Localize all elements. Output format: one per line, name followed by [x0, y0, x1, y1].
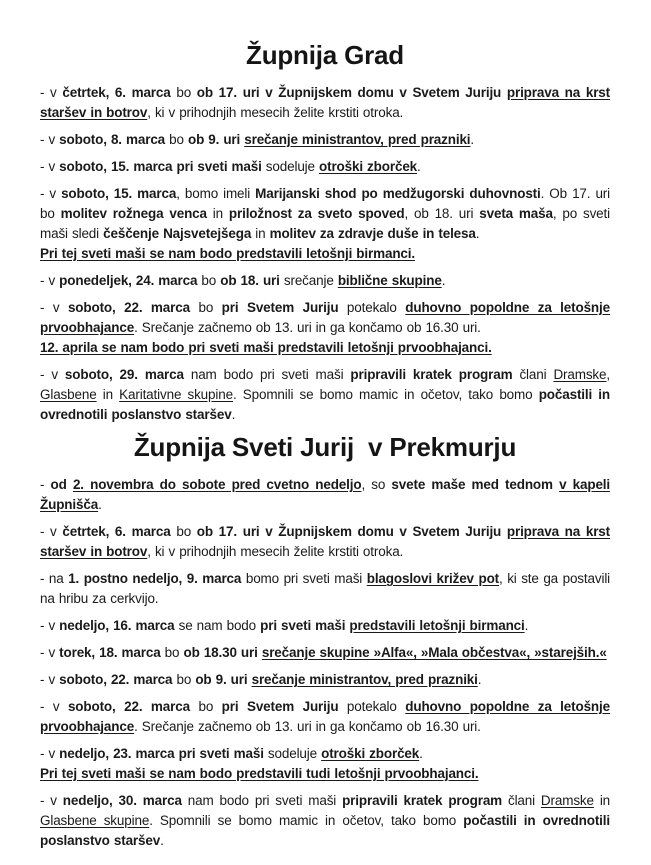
text-run: , bomo imeli — [176, 186, 256, 201]
text-run: počastili in ovrednotili poslanstvo staršev — [40, 813, 610, 848]
text-run: - na — [40, 571, 69, 586]
paragraph — [40, 569, 610, 609]
text-run: . — [160, 833, 164, 848]
text-run: predstavili letošnji birmanci — [349, 618, 525, 633]
text-run: ponedeljek, 24. marca — [59, 273, 198, 288]
text-run: in — [251, 226, 270, 241]
text-run: soboto, 22. marca — [67, 300, 190, 315]
section-title: Župnija Grad — [246, 40, 404, 70]
text-run: Marijanski shod po medžugorski duhovnosti — [255, 186, 541, 201]
text-run: Karitativne skupine — [119, 387, 233, 402]
text-run: - v — [40, 672, 60, 687]
text-run: . — [524, 618, 529, 633]
text-run: - v — [40, 132, 60, 147]
text-run: bo — [172, 672, 196, 687]
text-run: - v — [40, 159, 60, 174]
text-run: 1. postno nedeljo, 9. marca — [68, 571, 242, 586]
text-run: in — [593, 793, 611, 808]
text-run: ob 17. uri v Župnijskem domu v Svetem Juriju — [196, 85, 507, 100]
text-run: počastili in ovrednotili poslanstvo staršev — [40, 387, 610, 422]
text-run: soboto, 8. marca — [59, 132, 166, 147]
text-run: Glasbene skupine — [40, 813, 150, 828]
text-run: . — [417, 159, 421, 174]
text-run: in — [206, 206, 229, 221]
text-run: ob 17. uri v Župnijskem domu v Svetem Juriju — [196, 524, 507, 539]
text-run: - v — [40, 618, 60, 633]
section-title: Župnija Sveti Jurij v Prekmurju — [133, 432, 517, 462]
text-run: - v — [40, 699, 68, 714]
text-run: pripravili kratek program — [342, 793, 503, 808]
text-run: - v — [40, 524, 63, 539]
text-run: četrtek, 6. marca — [62, 524, 171, 539]
text-run: molitev za zdravje duše in telesa — [269, 226, 476, 241]
text-run: nam bodo pri sveti maši — [181, 793, 343, 808]
text-run: nedeljo, 23. marca pri sveti maši — [59, 746, 264, 761]
text-run: srečanje skupine »Alfa«, »Mala občestva«, »starejših.« — [261, 645, 607, 660]
text-run: - v — [40, 645, 60, 660]
paragraph — [40, 744, 610, 784]
text-run: soboto, 22. marca — [59, 672, 173, 687]
text-run: priprava na krst staršev in botrov — [40, 524, 610, 559]
text-run: sodeluje — [261, 159, 319, 174]
text-run: , po sveti maši sledi — [40, 206, 610, 241]
document-body — [40, 40, 610, 851]
text-run: pri Svetem Juriju — [221, 699, 339, 714]
text-run: srečanje ministrantov, pred prazniki — [244, 132, 471, 147]
text-run: - v — [40, 273, 60, 288]
text-run: nedeljo, 16. marca — [59, 618, 175, 633]
text-run: . — [477, 672, 482, 687]
text-run: . Ob 17. uri bo — [40, 186, 610, 221]
text-run: priprava na krst staršev in botrov — [40, 85, 610, 120]
text-run: pri Svetem Juriju — [221, 300, 339, 315]
text-run: . — [441, 273, 446, 288]
text-run: člani — [502, 793, 541, 808]
text-run: . Srečanje začnemo ob 13. uri in ga končamo ob 16.30 uri. — [134, 320, 481, 335]
paragraph — [40, 791, 610, 851]
text-run: nam bodo pri sveti maši — [183, 367, 351, 382]
paragraph — [40, 157, 610, 177]
text-run: Dramske — [553, 367, 607, 382]
text-run: , ki v prihodnjih mesecih želite krstiti otroka. — [147, 105, 404, 120]
text-run: svete maše med tednom — [391, 477, 560, 492]
text-run: soboto, 15. marca pri sveti maši — [59, 159, 262, 174]
text-run: bo — [170, 524, 197, 539]
text-run: - v — [40, 186, 62, 201]
text-run: torek, 18. marca — [59, 645, 161, 660]
text-run: 12. aprila se nam bodo pri sveti maši predstavili letošnji prvoobhajanci. — [40, 340, 492, 355]
text-run: duhovno popoldne za letošnje prvoobhajance — [40, 699, 610, 734]
text-run: - v — [40, 300, 68, 315]
paragraph — [40, 83, 610, 123]
paragraph — [40, 298, 610, 358]
paragraph — [40, 365, 610, 425]
text-run: potekalo — [338, 699, 406, 714]
text-run: nedeljo, 30. marca — [62, 793, 182, 808]
text-run: priložnost za sveto spoved — [228, 206, 405, 221]
text-run: . — [475, 226, 480, 241]
text-run: bo — [189, 699, 222, 714]
text-run: . Spomnili se bomo mamic in očetov, tako bomo — [232, 387, 539, 402]
text-run: . Spomnili se bomo mamic in očetov, tako bomo — [149, 813, 464, 828]
text-run: - v — [40, 793, 63, 808]
text-run: . — [98, 497, 102, 512]
text-run: , ob 18. uri — [404, 206, 480, 221]
paragraph — [40, 643, 610, 663]
text-run: Glasbene — [40, 387, 97, 402]
text-run: češčenje Najsvetejšega — [103, 226, 252, 241]
text-run: , so — [361, 477, 392, 492]
text-run: potekalo — [338, 300, 406, 315]
text-run: pripravili kratek program — [350, 367, 513, 382]
text-run: srečanje — [283, 273, 338, 288]
text-run: sodeluje — [263, 746, 322, 761]
text-run: . — [231, 407, 236, 422]
text-run: ob 18. uri — [220, 273, 284, 288]
text-run: ob 9. uri — [187, 132, 245, 147]
text-run: bo — [165, 132, 188, 147]
text-run: pri sveti maši — [260, 618, 350, 633]
text-run: Pri tej sveti maši se nam bodo predstavili letošnji birmanci. — [40, 246, 415, 261]
text-run: bo — [197, 273, 221, 288]
text-run: , — [606, 367, 611, 382]
paragraph — [40, 670, 610, 690]
text-run: bo — [170, 85, 197, 100]
text-run: se nam bodo — [174, 618, 261, 633]
text-run: , ki ste ga postavili na hribu za cerkvijo. — [40, 571, 611, 606]
text-run: . — [419, 746, 423, 761]
text-run: soboto, 22. marca — [67, 699, 190, 714]
text-run: bo — [189, 300, 222, 315]
text-run: v kapeli Župnišča — [40, 477, 611, 512]
text-run: sveta maša — [479, 206, 553, 221]
paragraph — [40, 184, 610, 264]
text-run: . Srečanje začnemo ob 13. uri in ga končamo ob 16.30 uri. — [134, 719, 481, 734]
paragraph — [40, 130, 610, 150]
text-run: - v — [40, 746, 60, 761]
text-run: ob 18.30 uri — [183, 645, 262, 660]
text-run: člani — [512, 367, 554, 382]
text-run: soboto, 29. marca — [64, 367, 184, 382]
text-run: . — [470, 132, 475, 147]
text-run: srečanje ministrantov, pred prazniki — [251, 672, 478, 687]
text-run: četrtek, 6. marca — [62, 85, 171, 100]
text-run: otroški zborček — [321, 746, 420, 761]
text-run: molitev rožnega venca — [60, 206, 207, 221]
text-run: Pri tej sveti maši se nam bodo predstavili tudi letošnji prvoobhajanci. — [40, 766, 479, 781]
text-run: blagoslovi križev pot — [366, 571, 500, 586]
text-run: ob 9. uri — [195, 672, 252, 687]
text-run: soboto, 15. marca — [61, 186, 177, 201]
text-run: bomo pri sveti maši — [241, 571, 367, 586]
text-run: od — [50, 477, 73, 492]
text-run: otroški zborček — [319, 159, 418, 174]
paragraph — [40, 522, 610, 562]
paragraph — [40, 616, 610, 636]
text-run: - v — [40, 367, 65, 382]
text-run: - — [40, 477, 51, 492]
text-run: 2. novembra do sobote pred cvetno nedeljo — [72, 477, 362, 492]
paragraph — [40, 271, 610, 291]
text-run: , ki v prihodnjih mesecih želite krstiti otroka. — [147, 544, 404, 559]
text-run: duhovno popoldne za letošnje prvoobhajance — [40, 300, 610, 335]
text-run: - v — [40, 85, 63, 100]
text-run: Dramske — [540, 793, 594, 808]
text-run: bo — [160, 645, 184, 660]
paragraph — [40, 475, 610, 515]
text-run: in — [96, 387, 120, 402]
paragraph — [40, 697, 610, 737]
text-run: biblične skupine — [337, 273, 442, 288]
